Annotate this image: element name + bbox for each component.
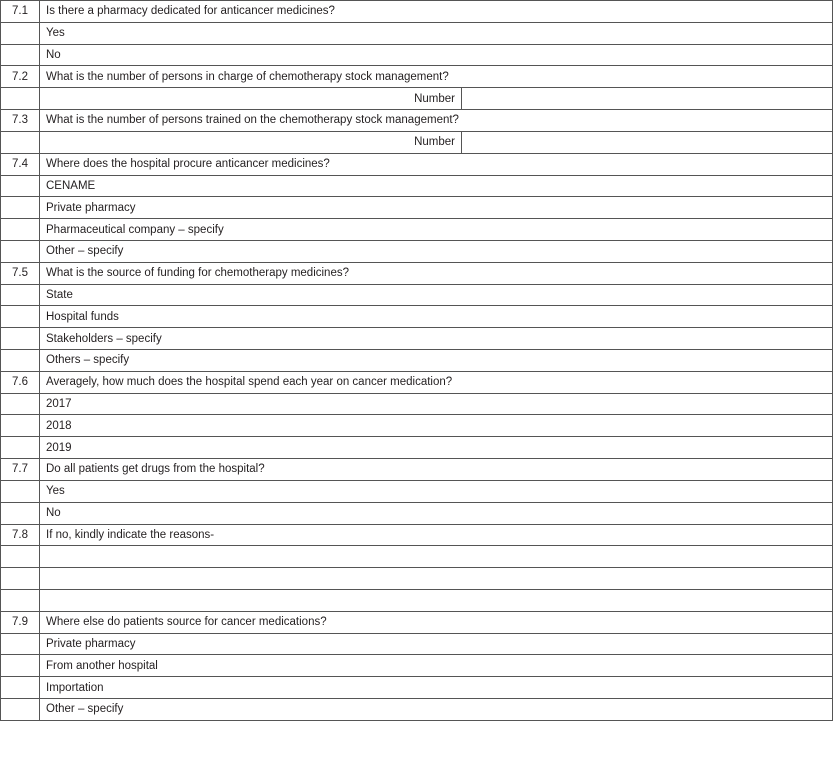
question-row bbox=[1, 371, 833, 393]
question-text: If no, kindly indicate the reasons- bbox=[40, 524, 833, 546]
option-row bbox=[1, 393, 833, 415]
question-row bbox=[1, 153, 833, 175]
option-text[interactable]: No bbox=[40, 44, 833, 66]
number-label: Number bbox=[40, 131, 462, 153]
option-row bbox=[1, 240, 833, 262]
empty-cell bbox=[1, 328, 40, 350]
blank-answer-row bbox=[1, 568, 833, 590]
option-row bbox=[1, 415, 833, 437]
question-row bbox=[1, 66, 833, 88]
empty-cell bbox=[1, 437, 40, 459]
option-text[interactable]: Importation bbox=[40, 677, 833, 699]
blank-answer-row bbox=[1, 589, 833, 611]
question-number: 7.6 bbox=[1, 371, 40, 393]
empty-cell bbox=[1, 306, 40, 328]
empty-cell bbox=[1, 219, 40, 241]
empty-cell bbox=[1, 633, 40, 655]
option-text[interactable]: Yes bbox=[40, 22, 833, 44]
question-text: What is the number of persons in charge of chemotherapy stock management? bbox=[40, 66, 833, 88]
option-row bbox=[1, 633, 833, 655]
empty-cell bbox=[1, 393, 40, 415]
empty-cell bbox=[1, 655, 40, 677]
blank-answer-cell[interactable] bbox=[40, 546, 833, 568]
option-text[interactable]: No bbox=[40, 502, 833, 524]
empty-cell bbox=[1, 22, 40, 44]
option-row bbox=[1, 284, 833, 306]
question-number: 7.5 bbox=[1, 262, 40, 284]
blank-answer-cell[interactable] bbox=[40, 568, 833, 590]
blank-answer-row bbox=[1, 546, 833, 568]
option-text[interactable]: Other – specify bbox=[40, 699, 833, 721]
empty-cell bbox=[1, 546, 40, 568]
question-row bbox=[1, 1, 833, 23]
option-text[interactable]: 2017 bbox=[40, 393, 833, 415]
question-number: 7.2 bbox=[1, 66, 40, 88]
option-row bbox=[1, 22, 833, 44]
question-text: Where does the hospital procure anticancer medicines? bbox=[40, 153, 833, 175]
question-row bbox=[1, 459, 833, 481]
question-row bbox=[1, 611, 833, 633]
question-text: Averagely, how much does the hospital spend each year on cancer medication? bbox=[40, 371, 833, 393]
question-text: What is the source of funding for chemotherapy medicines? bbox=[40, 262, 833, 284]
question-number: 7.3 bbox=[1, 110, 40, 132]
option-row bbox=[1, 306, 833, 328]
empty-cell bbox=[1, 502, 40, 524]
option-text[interactable]: Private pharmacy bbox=[40, 633, 833, 655]
question-row bbox=[1, 524, 833, 546]
empty-cell bbox=[1, 240, 40, 262]
option-text[interactable]: Other – specify bbox=[40, 240, 833, 262]
number-label: Number bbox=[40, 88, 462, 110]
option-row bbox=[1, 655, 833, 677]
option-text[interactable]: Pharmaceutical company – specify bbox=[40, 219, 833, 241]
empty-cell bbox=[1, 699, 40, 721]
empty-cell bbox=[1, 197, 40, 219]
option-row bbox=[1, 480, 833, 502]
empty-cell bbox=[1, 480, 40, 502]
question-number: 7.7 bbox=[1, 459, 40, 481]
empty-cell bbox=[1, 568, 40, 590]
question-row bbox=[1, 110, 833, 132]
question-text: Do all patients get drugs from the hospital? bbox=[40, 459, 833, 481]
option-row bbox=[1, 175, 833, 197]
question-text: Where else do patients source for cancer medications? bbox=[40, 611, 833, 633]
empty-cell bbox=[1, 131, 40, 153]
question-number: 7.4 bbox=[1, 153, 40, 175]
empty-cell bbox=[1, 589, 40, 611]
option-text[interactable]: Yes bbox=[40, 480, 833, 502]
empty-cell bbox=[1, 284, 40, 306]
option-row bbox=[1, 44, 833, 66]
option-text[interactable]: CENAME bbox=[40, 175, 833, 197]
empty-cell bbox=[1, 415, 40, 437]
empty-cell bbox=[1, 175, 40, 197]
option-text[interactable]: From another hospital bbox=[40, 655, 833, 677]
option-text[interactable]: 2018 bbox=[40, 415, 833, 437]
option-text[interactable]: 2019 bbox=[40, 437, 833, 459]
question-number: 7.8 bbox=[1, 524, 40, 546]
question-text: Is there a pharmacy dedicated for anticancer medicines? bbox=[40, 1, 833, 23]
question-text: What is the number of persons trained on the chemotherapy stock management? bbox=[40, 110, 833, 132]
option-text[interactable]: Hospital funds bbox=[40, 306, 833, 328]
empty-cell bbox=[1, 44, 40, 66]
option-text[interactable]: Others – specify bbox=[40, 350, 833, 372]
question-row bbox=[1, 262, 833, 284]
empty-cell bbox=[1, 677, 40, 699]
number-row bbox=[1, 88, 833, 110]
option-row bbox=[1, 219, 833, 241]
empty-cell bbox=[1, 88, 40, 110]
option-text[interactable]: Stakeholders – specify bbox=[40, 328, 833, 350]
number-input-cell[interactable] bbox=[462, 88, 833, 110]
question-number: 7.1 bbox=[1, 1, 40, 23]
number-row bbox=[1, 131, 833, 153]
blank-answer-cell[interactable] bbox=[40, 589, 833, 611]
empty-cell bbox=[1, 350, 40, 372]
option-row bbox=[1, 197, 833, 219]
option-text[interactable]: Private pharmacy bbox=[40, 197, 833, 219]
option-row bbox=[1, 437, 833, 459]
option-row bbox=[1, 677, 833, 699]
number-input-cell[interactable] bbox=[462, 131, 833, 153]
option-row bbox=[1, 328, 833, 350]
question-number: 7.9 bbox=[1, 611, 40, 633]
option-row bbox=[1, 699, 833, 721]
option-row bbox=[1, 502, 833, 524]
option-text[interactable]: State bbox=[40, 284, 833, 306]
option-row bbox=[1, 350, 833, 372]
